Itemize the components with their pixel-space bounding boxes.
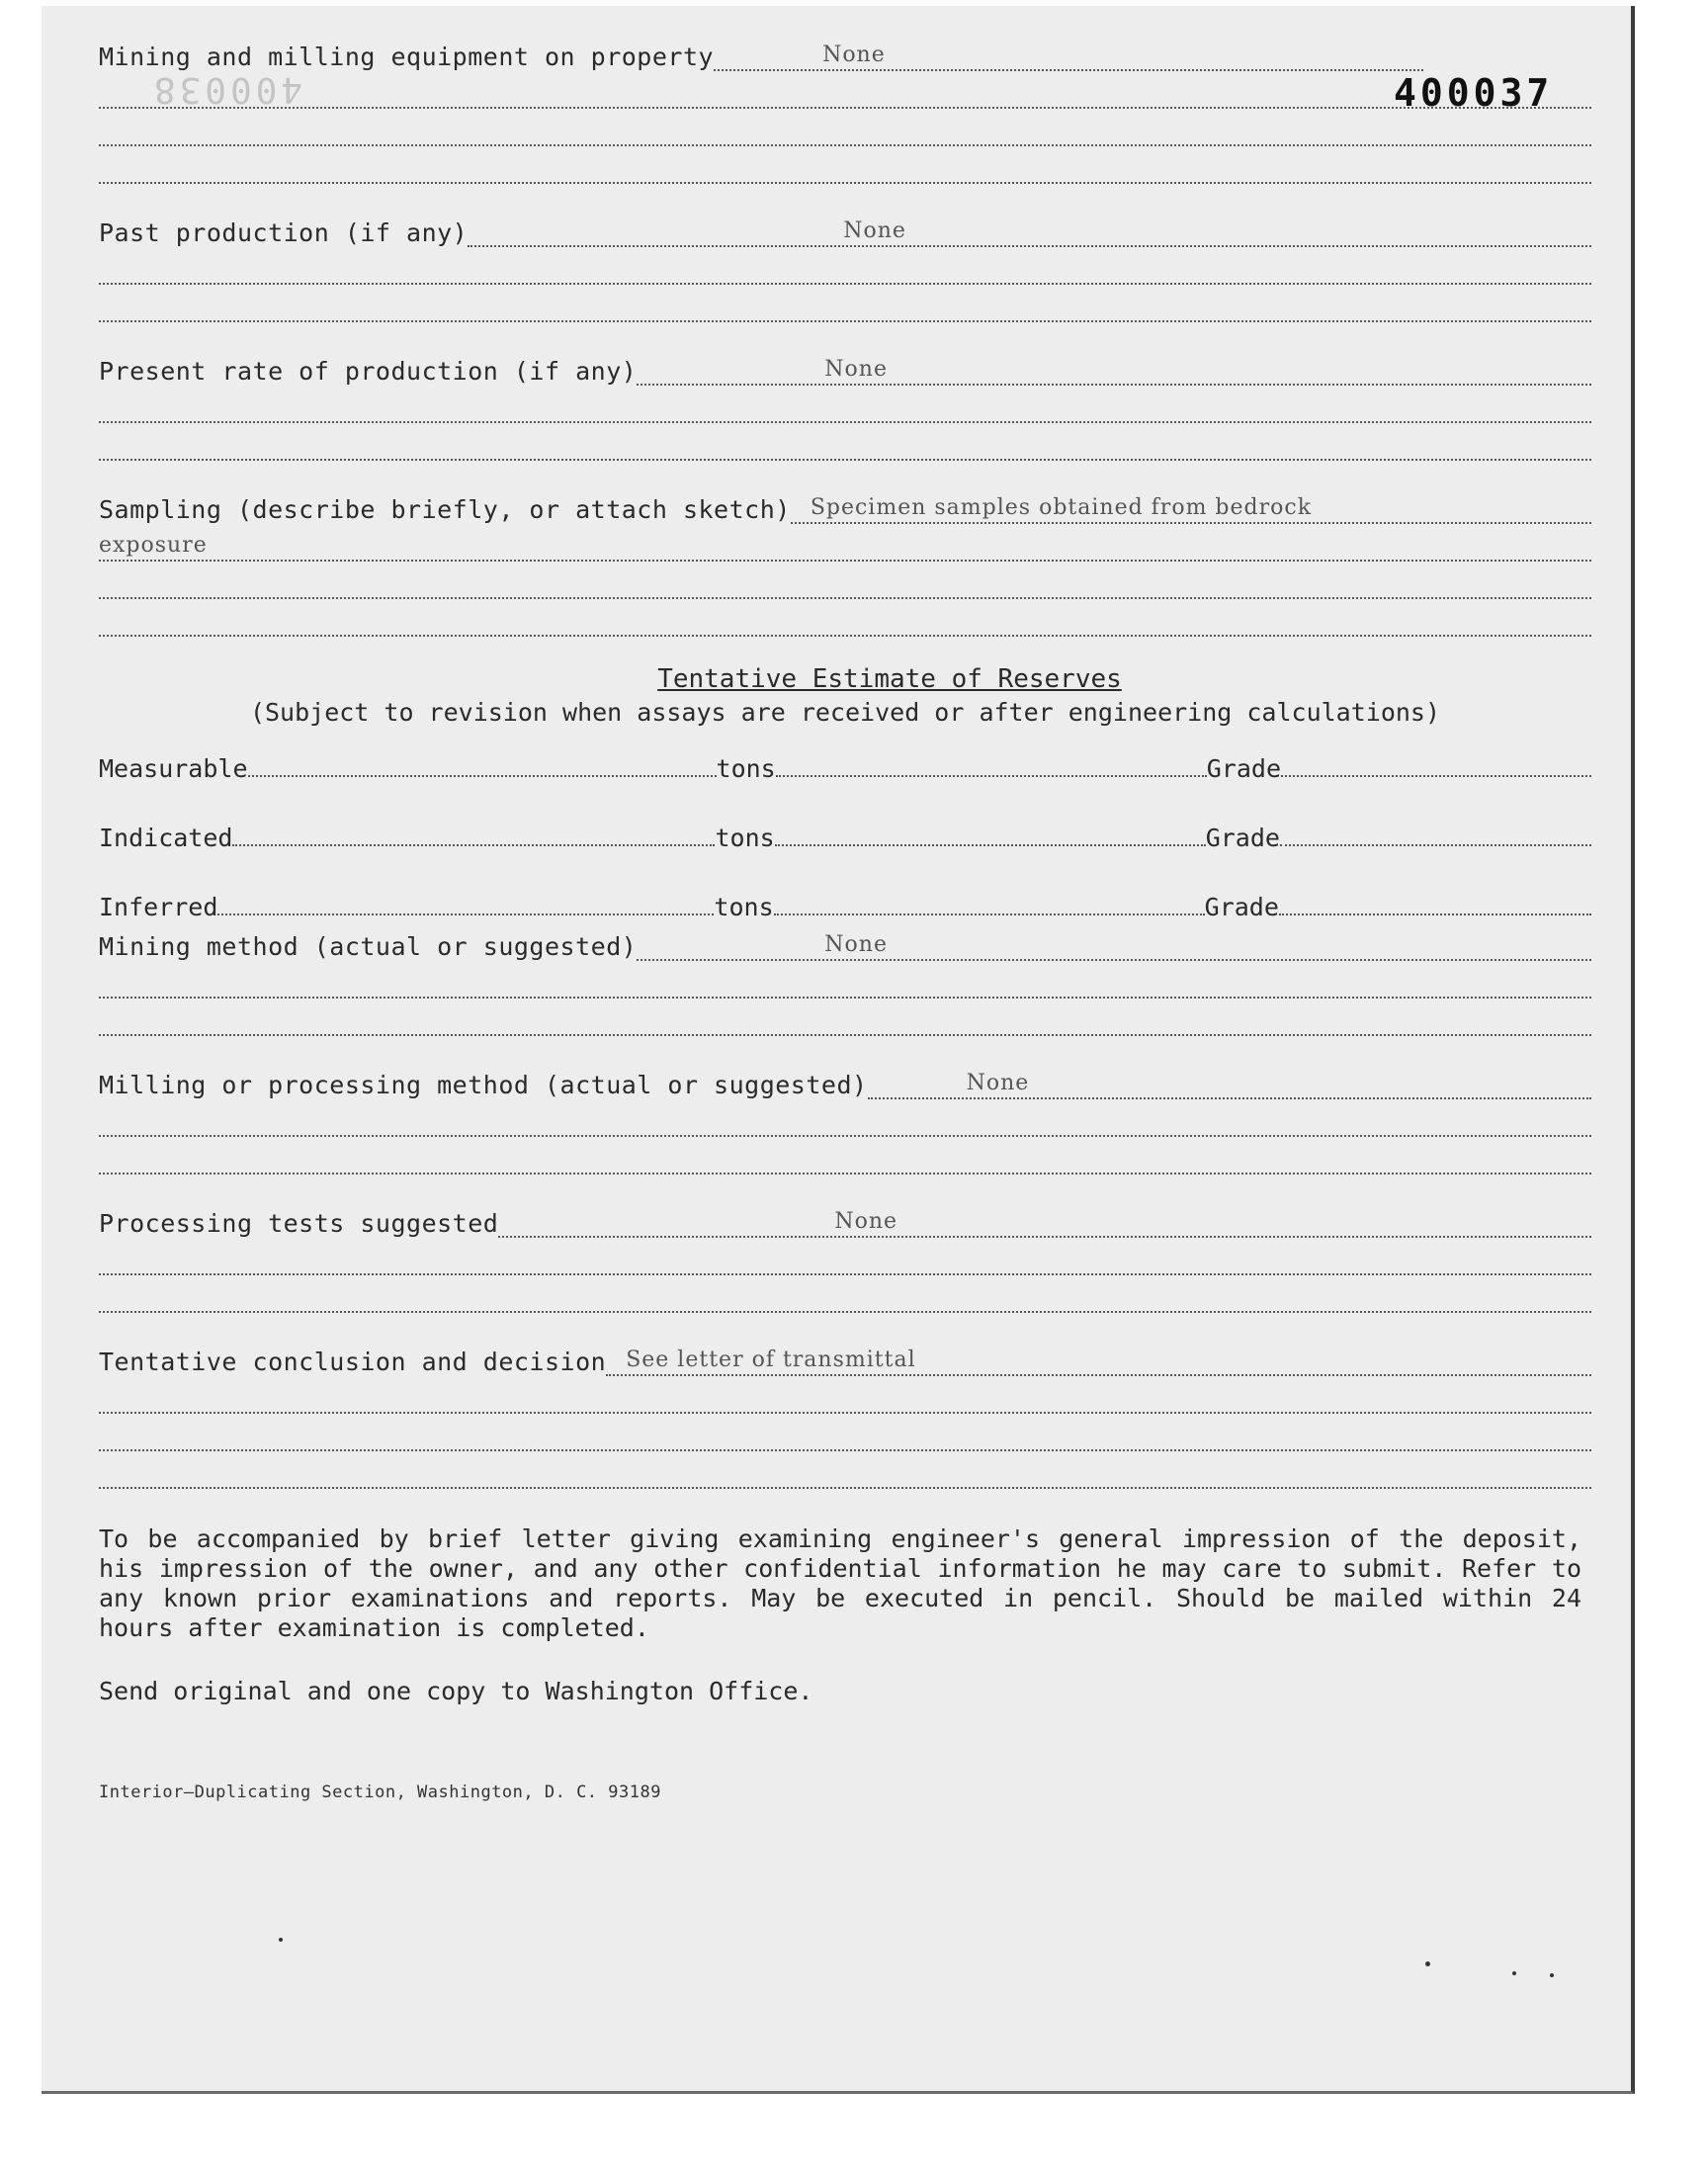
blank-line [99, 599, 1591, 637]
field-line [868, 1068, 1591, 1099]
form-content [99, 42, 1591, 1802]
tons-blank [248, 775, 717, 777]
blank-line [99, 285, 1591, 322]
blank-line [99, 562, 1591, 599]
blank-line [99, 1275, 1591, 1313]
field-value: None [843, 218, 906, 243]
blank-line [99, 1099, 1591, 1137]
reserves-table [99, 747, 1591, 921]
field-label: Sampling (describe briefly, or attach sketch) [99, 495, 791, 524]
form-sheet [42, 6, 1635, 2094]
grade-label: Grade [1206, 754, 1281, 783]
sampling-field [99, 494, 1591, 524]
present-rate-field [99, 356, 1591, 386]
field-value: None [834, 1209, 898, 1234]
blank-line [99, 1376, 1591, 1414]
field-value-continued: exposure [99, 533, 208, 558]
grade-label: Grade [1204, 893, 1279, 921]
blank-line [99, 71, 1591, 109]
past-production-field [99, 218, 1591, 247]
blank-line [99, 1137, 1591, 1174]
field-label: Mining method (actual or suggested) [99, 932, 638, 961]
blank-line [99, 109, 1591, 146]
field-line [791, 492, 1591, 524]
reserve-row [99, 817, 1591, 852]
instructions-paragraph: To be accompanied by brief letter giving examining engineer's general impression of the deposit, his impression of the owner, and any other confidential information he may care to submit. Refer to any known prior examinations and reports. May be executed in pencil. Should be mailed within 24 hours after examination is completed. [99, 1524, 1581, 1642]
blank-line [99, 1451, 1591, 1489]
field-value: Specimen samples obtained from bedrock [810, 495, 1313, 520]
ink-speck [279, 1938, 283, 1942]
reserve-row [99, 886, 1591, 921]
blank-line [99, 423, 1591, 461]
ink-speck [1425, 1961, 1430, 1966]
bleed-through-number: 400038 [150, 69, 303, 110]
reserve-class-label: Measurable [99, 754, 248, 783]
document-number: 400037 [1394, 71, 1554, 115]
field-line [637, 929, 1591, 961]
blank-line [99, 386, 1591, 423]
field-label: Mining and milling equipment on property [99, 43, 715, 71]
tons-blank [232, 844, 715, 846]
reserves-heading: Tentative Estimate of Reserves [657, 664, 1122, 694]
reserves-subheading: (Subject to revision when assays are received or after engineering calculations) [249, 698, 1441, 727]
send-instruction: Send original and one copy to Washington Office. [99, 1677, 813, 1705]
equipment-field [99, 42, 1423, 71]
processing-tests-field [99, 1208, 1591, 1238]
printer-imprint: Interior—Duplicating Section, Washington, D. C. 93189 [99, 1783, 661, 1802]
milling-method-field [99, 1070, 1591, 1099]
field-value: None [966, 1071, 1030, 1095]
blank-line [99, 247, 1591, 285]
grade-lead-line [775, 844, 1206, 846]
field-label: Tentative conclusion and decision [99, 1348, 607, 1376]
field-line [468, 216, 1591, 247]
grade-blank [1280, 844, 1591, 846]
reserve-class-label: Inferred [99, 893, 218, 921]
field-line [714, 40, 1423, 71]
conclusion-field [99, 1347, 1591, 1376]
field-line [637, 354, 1591, 386]
blank-line [99, 1238, 1591, 1275]
field-label: Processing tests suggested [99, 1209, 499, 1238]
field-label: Milling or processing method (actual or suggested) [99, 1071, 868, 1099]
grade-lead-line [774, 914, 1205, 915]
field-value: None [824, 932, 888, 957]
field-label: Past production (if any) [99, 218, 469, 247]
grade-label: Grade [1205, 824, 1280, 852]
blank-line [99, 146, 1591, 184]
grade-lead-line [776, 775, 1207, 777]
mining-method-field [99, 931, 1591, 961]
reserve-class-label: Indicated [99, 824, 233, 852]
tons-label: tons [714, 893, 774, 921]
field-line [606, 1345, 1591, 1376]
field-label: Present rate of production (if any) [99, 357, 638, 386]
field-line [498, 1206, 1591, 1238]
grade-blank [1281, 775, 1591, 777]
tons-blank [217, 914, 714, 915]
field-value: None [824, 357, 888, 382]
blank-line [99, 1414, 1591, 1451]
ink-speck [1550, 1973, 1554, 1977]
blank-line [99, 999, 1591, 1036]
field-value: None [822, 43, 886, 67]
grade-blank [1279, 914, 1591, 915]
ink-speck [1512, 1971, 1516, 1975]
reserve-row [99, 747, 1591, 783]
blank-line [99, 961, 1591, 999]
tons-label: tons [716, 754, 776, 783]
field-value: See letter of transmittal [626, 1348, 916, 1372]
tons-label: tons [715, 824, 775, 852]
blank-line [99, 524, 1591, 562]
